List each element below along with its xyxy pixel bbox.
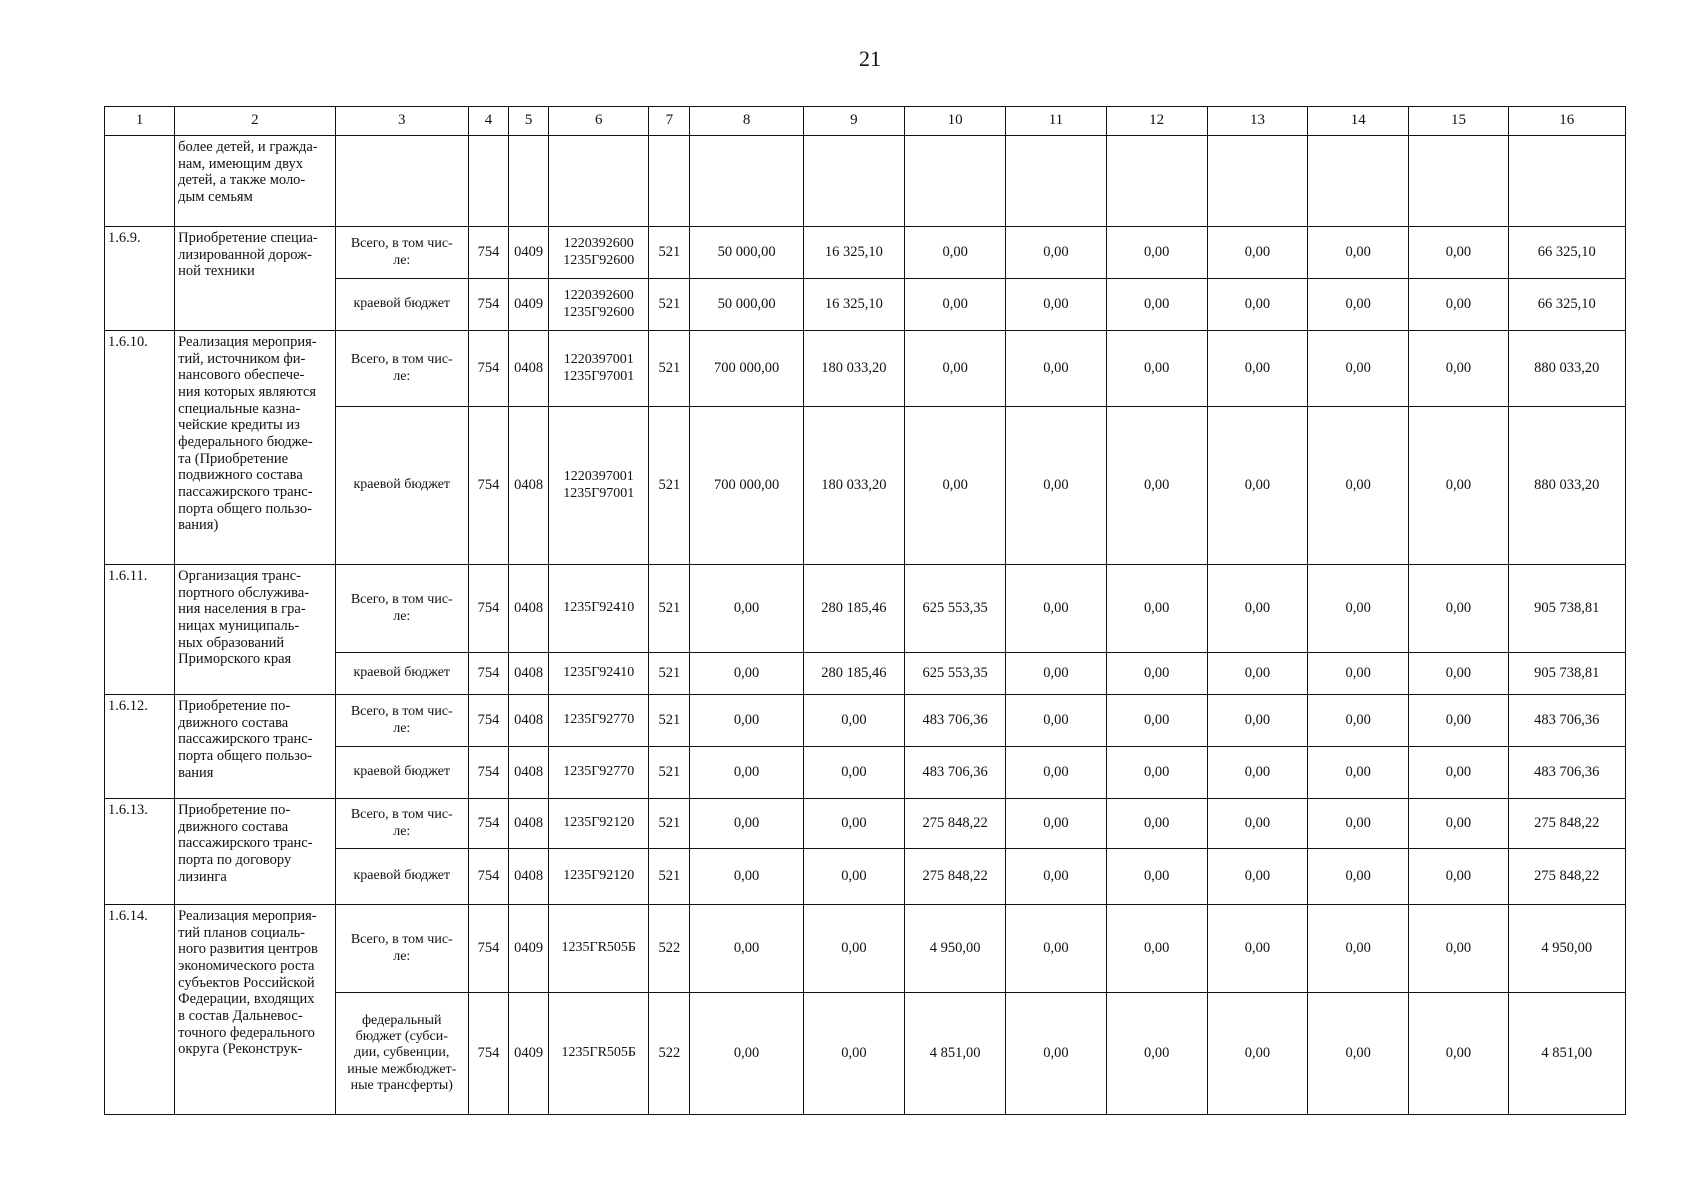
header-cell: 16	[1508, 107, 1625, 136]
value-cell-c7: 521	[649, 695, 690, 747]
value-cell-c8: 700 000,00	[690, 407, 803, 565]
value-cell-c4: 754	[468, 849, 508, 905]
funding-source: Всего, в том чис- ле:	[335, 905, 468, 993]
value-cell-c14: 0,00	[1308, 695, 1409, 747]
value-cell-c8: 0,00	[690, 905, 803, 993]
item-number: 1.6.11.	[105, 565, 175, 695]
value-cell-c5: 0409	[509, 227, 549, 279]
value-cell-c12: 0,00	[1106, 695, 1207, 747]
value-cell-c6: 1235Г92410	[549, 565, 649, 653]
value-cell-c4: 754	[468, 799, 508, 849]
empty-cell	[105, 136, 175, 227]
value-cell-c14: 0,00	[1308, 565, 1409, 653]
value-cell-c5: 0408	[509, 653, 549, 695]
value-cell-c7: 522	[649, 905, 690, 993]
value-cell-c7: 521	[649, 279, 690, 331]
value-cell-c9: 0,00	[803, 993, 904, 1115]
value-cell-c10: 625 553,35	[905, 653, 1006, 695]
value-cell-c6: 1235Г92770	[549, 747, 649, 799]
value-cell-c15: 0,00	[1409, 565, 1508, 653]
value-cell-c7: 521	[649, 799, 690, 849]
value-cell-c11: 0,00	[1006, 331, 1106, 407]
header-cell: 8	[690, 107, 803, 136]
value-cell-c9: 0,00	[803, 849, 904, 905]
value-cell-c12: 0,00	[1106, 799, 1207, 849]
value-cell-c15: 0,00	[1409, 653, 1508, 695]
value-cell-c14: 0,00	[1308, 993, 1409, 1115]
value-cell-c5: 0408	[509, 407, 549, 565]
value-cell-c16: 66 325,10	[1508, 227, 1625, 279]
funding-source: Всего, в том чис- ле:	[335, 695, 468, 747]
funding-source: Всего, в том чис- ле:	[335, 799, 468, 849]
value-cell-c10: 0,00	[905, 331, 1006, 407]
value-cell-c12: 0,00	[1106, 849, 1207, 905]
value-cell-c9: 180 033,20	[803, 331, 904, 407]
value-cell-c10: 4 950,00	[905, 905, 1006, 993]
value-cell-c4: 754	[468, 653, 508, 695]
value-cell-c16: 275 848,22	[1508, 849, 1625, 905]
value-cell-c16: 880 033,20	[1508, 331, 1625, 407]
value-cell-c15: 0,00	[1409, 799, 1508, 849]
value-cell-c13: 0,00	[1207, 653, 1307, 695]
value-cell-c11: 0,00	[1006, 653, 1106, 695]
value-cell-c6: 1220397001 1235Г97001	[549, 407, 649, 565]
empty-cell	[649, 136, 690, 227]
funding-source: краевой бюджет	[335, 407, 468, 565]
value-cell-c7: 521	[649, 407, 690, 565]
header-cell: 12	[1106, 107, 1207, 136]
value-cell-c14: 0,00	[1308, 227, 1409, 279]
value-cell-c16: 905 738,81	[1508, 653, 1625, 695]
value-cell-c9: 0,00	[803, 695, 904, 747]
value-cell-c12: 0,00	[1106, 407, 1207, 565]
value-cell-c12: 0,00	[1106, 993, 1207, 1115]
empty-cell	[1207, 136, 1307, 227]
item-number: 1.6.13.	[105, 799, 175, 905]
value-cell-c15: 0,00	[1409, 849, 1508, 905]
value-cell-c11: 0,00	[1006, 849, 1106, 905]
empty-cell	[468, 136, 508, 227]
value-cell-c11: 0,00	[1006, 799, 1106, 849]
value-cell-c7: 521	[649, 227, 690, 279]
value-cell-c8: 0,00	[690, 565, 803, 653]
value-cell-c8: 0,00	[690, 849, 803, 905]
header-cell: 15	[1409, 107, 1508, 136]
value-cell-c15: 0,00	[1409, 331, 1508, 407]
value-cell-c12: 0,00	[1106, 905, 1207, 993]
empty-cell	[1006, 136, 1106, 227]
value-cell-c6: 1235Г92410	[549, 653, 649, 695]
empty-cell	[549, 136, 649, 227]
value-cell-c14: 0,00	[1308, 747, 1409, 799]
value-cell-c12: 0,00	[1106, 653, 1207, 695]
funding-source: Всего, в том чис- ле:	[335, 227, 468, 279]
item-number: 1.6.10.	[105, 331, 175, 565]
empty-cell	[905, 136, 1006, 227]
value-cell-c9: 180 033,20	[803, 407, 904, 565]
value-cell-c4: 754	[468, 747, 508, 799]
value-cell-c7: 521	[649, 653, 690, 695]
value-cell-c10: 483 706,36	[905, 747, 1006, 799]
value-cell-c15: 0,00	[1409, 407, 1508, 565]
header-cell: 13	[1207, 107, 1307, 136]
value-cell-c6: 1235ГR505Б	[549, 905, 649, 993]
value-cell-c9: 0,00	[803, 799, 904, 849]
item-number: 1.6.14.	[105, 905, 175, 1115]
value-cell-c10: 0,00	[905, 279, 1006, 331]
funding-source: Всего, в том чис- ле:	[335, 331, 468, 407]
value-cell-c7: 522	[649, 993, 690, 1115]
value-cell-c16: 905 738,81	[1508, 565, 1625, 653]
value-cell-c4: 754	[468, 279, 508, 331]
value-cell-c8: 0,00	[690, 653, 803, 695]
value-cell-c15: 0,00	[1409, 993, 1508, 1115]
value-cell-c8: 50 000,00	[690, 227, 803, 279]
value-cell-c12: 0,00	[1106, 331, 1207, 407]
value-cell-c4: 754	[468, 227, 508, 279]
value-cell-c13: 0,00	[1207, 331, 1307, 407]
empty-cell	[1409, 136, 1508, 227]
funding-source: краевой бюджет	[335, 653, 468, 695]
value-cell-c5: 0409	[509, 905, 549, 993]
value-cell-c5: 0408	[509, 849, 549, 905]
item-name: Приобретение по- движного состава пассажирского транс- порта общего пользо- вания	[175, 695, 335, 799]
value-cell-c4: 754	[468, 331, 508, 407]
value-cell-c9: 280 185,46	[803, 653, 904, 695]
item-name: Приобретение специа- лизированной дорож- ной техники	[175, 227, 335, 331]
empty-cell	[803, 136, 904, 227]
value-cell-c16: 880 033,20	[1508, 407, 1625, 565]
value-cell-c9: 0,00	[803, 747, 904, 799]
funding-source: федеральный бюджет (субси- дии, субвенции, иные межбюджет- ные трансферты)	[335, 993, 468, 1115]
value-cell-c12: 0,00	[1106, 565, 1207, 653]
value-cell-c14: 0,00	[1308, 407, 1409, 565]
value-cell-c9: 280 185,46	[803, 565, 904, 653]
value-cell-c14: 0,00	[1308, 799, 1409, 849]
header-cell: 1	[105, 107, 175, 136]
value-cell-c15: 0,00	[1409, 695, 1508, 747]
header-cell: 11	[1006, 107, 1106, 136]
value-cell-c6: 1220392600 1235Г92600	[549, 227, 649, 279]
empty-cell	[690, 136, 803, 227]
value-cell-c11: 0,00	[1006, 905, 1106, 993]
value-cell-c13: 0,00	[1207, 565, 1307, 653]
value-cell-c5: 0409	[509, 279, 549, 331]
item-name: Реализация мероприя- тий, источником фи- нансового обеспече- ния которых являются специальные казна- чейские кредиты из федерального бюдже- та (Приобретение подвижного состава пассажирского транс- порта общего пользо- вания)	[175, 331, 335, 565]
value-cell-c10: 275 848,22	[905, 849, 1006, 905]
item-row-total	[105, 331, 1626, 407]
value-cell-c14: 0,00	[1308, 849, 1409, 905]
value-cell-c6: 1220392600 1235Г92600	[549, 279, 649, 331]
value-cell-c5: 0408	[509, 799, 549, 849]
empty-cell	[1106, 136, 1207, 227]
value-cell-c9: 0,00	[803, 905, 904, 993]
value-cell-c11: 0,00	[1006, 993, 1106, 1115]
item-name: Организация транс- портного обслужива- ния населения в гра- ницах муниципаль- ных образований Приморского края	[175, 565, 335, 695]
value-cell-c11: 0,00	[1006, 407, 1106, 565]
header-cell: 6	[549, 107, 649, 136]
item-row-total	[105, 905, 1626, 993]
value-cell-c13: 0,00	[1207, 849, 1307, 905]
value-cell-c7: 521	[649, 747, 690, 799]
value-cell-c4: 754	[468, 993, 508, 1115]
value-cell-c12: 0,00	[1106, 747, 1207, 799]
value-cell-c16: 4 950,00	[1508, 905, 1625, 993]
value-cell-c13: 0,00	[1207, 279, 1307, 331]
header-cell: 4	[468, 107, 508, 136]
value-cell-c16: 483 706,36	[1508, 695, 1625, 747]
value-cell-c10: 483 706,36	[905, 695, 1006, 747]
item-row-total	[105, 565, 1626, 653]
value-cell-c14: 0,00	[1308, 653, 1409, 695]
item-number: 1.6.12.	[105, 695, 175, 799]
budget-table	[104, 106, 1626, 1115]
value-cell-c15: 0,00	[1409, 905, 1508, 993]
value-cell-c11: 0,00	[1006, 279, 1106, 331]
empty-cell	[1308, 136, 1409, 227]
value-cell-c11: 0,00	[1006, 695, 1106, 747]
page-number: 21	[859, 46, 881, 71]
value-cell-c5: 0408	[509, 695, 549, 747]
value-cell-c16: 66 325,10	[1508, 279, 1625, 331]
value-cell-c15: 0,00	[1409, 747, 1508, 799]
continuation-row	[105, 136, 1626, 227]
header-cell: 3	[335, 107, 468, 136]
value-cell-c13: 0,00	[1207, 905, 1307, 993]
value-cell-c11: 0,00	[1006, 227, 1106, 279]
value-cell-c6: 1220397001 1235Г97001	[549, 331, 649, 407]
value-cell-c13: 0,00	[1207, 993, 1307, 1115]
value-cell-c5: 0408	[509, 331, 549, 407]
column-header-row	[105, 107, 1626, 136]
items-body	[105, 227, 1626, 1115]
value-cell-c10: 625 553,35	[905, 565, 1006, 653]
value-cell-c4: 754	[468, 407, 508, 565]
value-cell-c8: 700 000,00	[690, 331, 803, 407]
value-cell-c5: 0408	[509, 565, 549, 653]
value-cell-c10: 0,00	[905, 407, 1006, 565]
value-cell-c6: 1235ГR505Б	[549, 993, 649, 1115]
value-cell-c10: 4 851,00	[905, 993, 1006, 1115]
header-cell: 14	[1308, 107, 1409, 136]
empty-cell	[509, 136, 549, 227]
value-cell-c5: 0408	[509, 747, 549, 799]
value-cell-c15: 0,00	[1409, 227, 1508, 279]
value-cell-c11: 0,00	[1006, 565, 1106, 653]
value-cell-c13: 0,00	[1207, 747, 1307, 799]
value-cell-c5: 0409	[509, 993, 549, 1115]
value-cell-c6: 1235Г92770	[549, 695, 649, 747]
value-cell-c4: 754	[468, 565, 508, 653]
value-cell-c12: 0,00	[1106, 279, 1207, 331]
value-cell-c12: 0,00	[1106, 227, 1207, 279]
continuation-text: более детей, и гражда- нам, имеющим двух детей, а также моло- дым семьям	[175, 136, 335, 227]
header-cell: 7	[649, 107, 690, 136]
item-name: Реализация мероприя- тий планов социаль- ного развития центров экономического роста субъектов Российской Федерации, входящих в состав Дальневос- точного федерального округа (Реконструк-	[175, 905, 335, 1115]
funding-source: краевой бюджет	[335, 747, 468, 799]
value-cell-c7: 521	[649, 565, 690, 653]
value-cell-c14: 0,00	[1308, 905, 1409, 993]
item-row-total	[105, 227, 1626, 279]
value-cell-c4: 754	[468, 905, 508, 993]
value-cell-c14: 0,00	[1308, 279, 1409, 331]
funding-source: Всего, в том чис- ле:	[335, 565, 468, 653]
value-cell-c13: 0,00	[1207, 227, 1307, 279]
value-cell-c8: 0,00	[690, 993, 803, 1115]
value-cell-c16: 4 851,00	[1508, 993, 1625, 1115]
header-cell: 5	[509, 107, 549, 136]
funding-source: краевой бюджет	[335, 849, 468, 905]
value-cell-c8: 0,00	[690, 695, 803, 747]
value-cell-c9: 16 325,10	[803, 279, 904, 331]
value-cell-c13: 0,00	[1207, 407, 1307, 565]
value-cell-c8: 0,00	[690, 799, 803, 849]
value-cell-c15: 0,00	[1409, 279, 1508, 331]
value-cell-c11: 0,00	[1006, 747, 1106, 799]
value-cell-c10: 0,00	[905, 227, 1006, 279]
value-cell-c4: 754	[468, 695, 508, 747]
value-cell-c8: 50 000,00	[690, 279, 803, 331]
item-row-total	[105, 799, 1626, 849]
value-cell-c7: 521	[649, 331, 690, 407]
value-cell-c8: 0,00	[690, 747, 803, 799]
header-cell: 9	[803, 107, 904, 136]
value-cell-c9: 16 325,10	[803, 227, 904, 279]
empty-cell	[335, 136, 468, 227]
item-number: 1.6.9.	[105, 227, 175, 331]
value-cell-c6: 1235Г92120	[549, 799, 649, 849]
value-cell-c13: 0,00	[1207, 695, 1307, 747]
value-cell-c13: 0,00	[1207, 799, 1307, 849]
value-cell-c6: 1235Г92120	[549, 849, 649, 905]
value-cell-c7: 521	[649, 849, 690, 905]
header-cell: 10	[905, 107, 1006, 136]
value-cell-c10: 275 848,22	[905, 799, 1006, 849]
header-cell: 2	[175, 107, 335, 136]
item-row-total	[105, 695, 1626, 747]
item-name: Приобретение по- движного состава пассажирского транс- порта по договору лизинга	[175, 799, 335, 905]
value-cell-c14: 0,00	[1308, 331, 1409, 407]
funding-source: краевой бюджет	[335, 279, 468, 331]
value-cell-c16: 275 848,22	[1508, 799, 1625, 849]
empty-cell	[1508, 136, 1625, 227]
value-cell-c16: 483 706,36	[1508, 747, 1625, 799]
